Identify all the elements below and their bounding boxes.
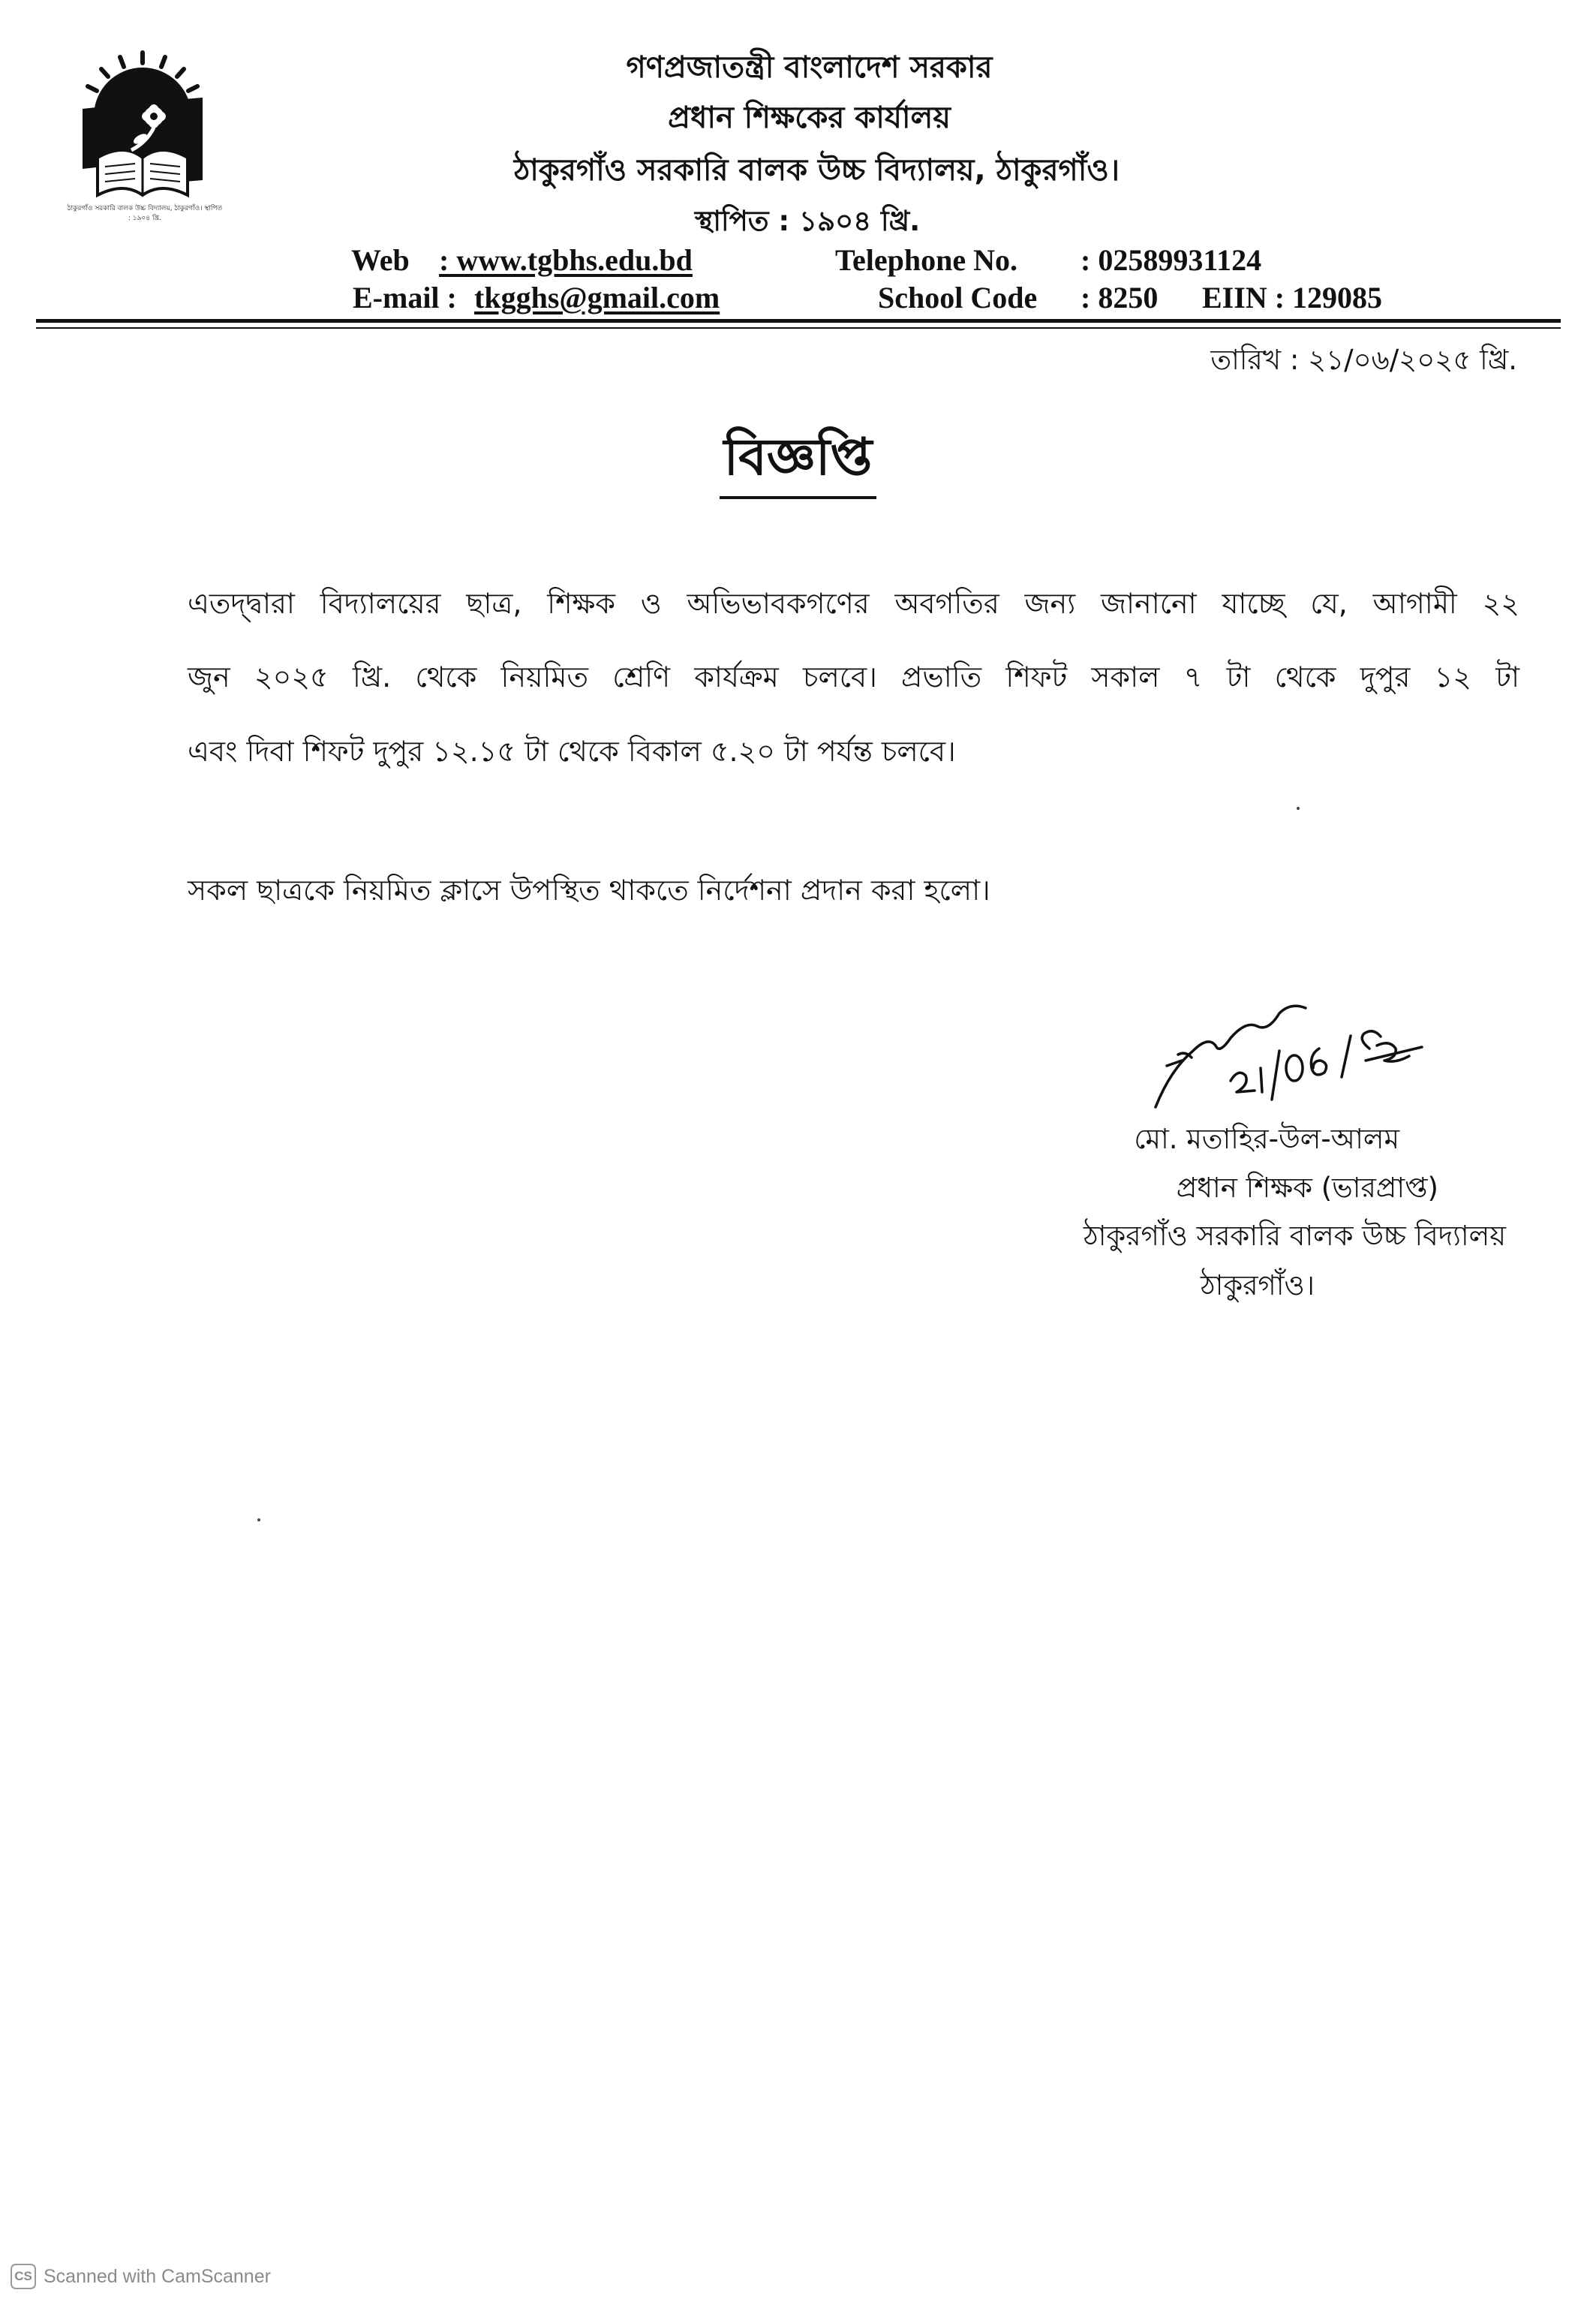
camscanner-watermark [11,2264,271,2289]
web-value[interactable]: : www.tgbhs.edu.bd [439,243,693,277]
scan-speck [257,1518,260,1521]
watermark-text: Scanned with CamScanner [44,2265,271,2287]
signatory-designation: প্রধান শিক্ষক (ভারপ্রাপ্ত) [1176,1172,1438,1204]
web-label: Web [351,243,410,277]
school-code-value: : 8250 [1081,281,1159,314]
letterhead-office: প্রধান শিক্ষকের কার্যালয় [668,101,951,135]
email-link[interactable] [474,280,720,316]
letterhead-divider [36,319,1561,323]
email-label: E-mail : [353,281,457,314]
school-code-label: School Code [878,281,1038,314]
telephone-label: Telephone No. [835,243,1018,277]
notice-title [0,424,1596,499]
signatory-institution: ঠাকুরগাঁও সরকারি বালক উচ্চ বিদ্যালয় [1083,1220,1506,1252]
logo-caption: ঠাকুরগাঁও সরকারি বালক উচ্চ বিদ্যালয়, ঠাকুরগাঁও। স্থাপিত : ১৯০৪ খ্রি. [67,205,223,222]
eiin-value: EIIN : 129085 [1202,281,1383,314]
letterhead-government: গণপ্রজাতন্ত্রী বাংলাদেশ সরকার [626,50,993,85]
web-link[interactable] [439,242,693,278]
email-value[interactable]: tkgghs@gmail.com [474,281,720,314]
letterhead-divider-thin [36,327,1561,329]
paragraph1-line: এতদ্দ্বারা বিদ্যালয়ের ছাত্র, শিক্ষক ও অভিভাবকগণের অবগতির জন্য জানানো যাচ্ছে যে, আগামী ২২ [188,587,1519,620]
letterhead-established: স্থাপিত : ১৯০৪ খ্রি. [694,205,921,237]
camscanner-logo-icon: CS [11,2264,36,2289]
scan-speck [1297,807,1300,810]
notice-date: তারিখ : ২১/০৬/২০২৫ খ্রি. [1210,344,1517,376]
notice-title-text: বিজ্ঞপ্তি [720,424,877,499]
paragraph1-line: এবং দিবা শিফট দুপুর ১২.১৫ টা থেকে বিকাল ৫.২০ টা পর্যন্ত চলবে। [188,735,956,768]
telephone-value: : 02589931124 [1081,243,1262,277]
handwritten-signature [1126,979,1441,1122]
paragraph1-line: জুন ২০২৫ খ্রি. থেকে নিয়মিত শ্রেণি কার্যক্রম চলবে। প্রভাতি শিফট সকাল ৭ টা থেকে দুপুর ১২ টা [188,661,1519,694]
paragraph2: সকল ছাত্রকে নিয়মিত ক্লাসে উপস্থিত থাকতে নির্দেশনা প্রদান করা হলো। [188,874,990,907]
signatory-name: মো. মতাহির-উল-আলম [1134,1123,1399,1155]
signature-scribble-icon [1126,979,1441,1122]
letterhead-school-name: ঠাকুরগাঁও সরকারি বালক উচ্চ বিদ্যালয়, ঠাকুরগাঁও। [513,153,1120,188]
signatory-location: ঠাকুরগাঁও। [1200,1269,1315,1301]
